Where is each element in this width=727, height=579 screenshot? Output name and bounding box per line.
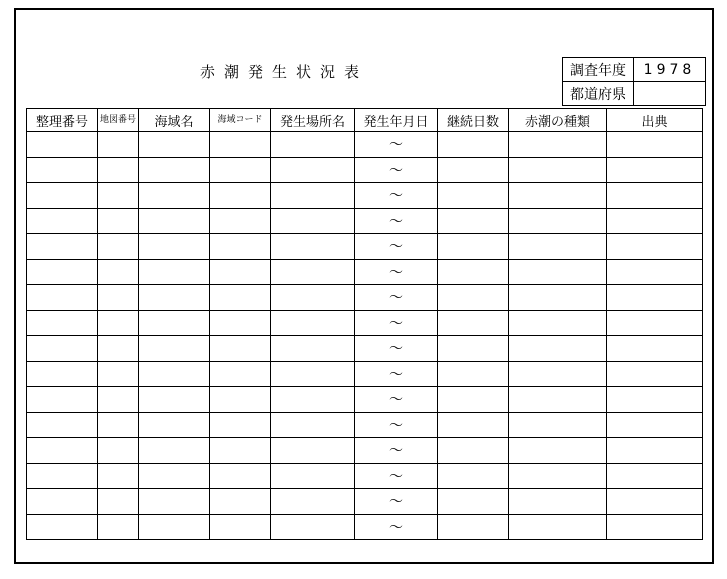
table-cell: 〜 — [355, 336, 438, 362]
table-cell — [438, 259, 509, 285]
table-cell — [98, 310, 139, 336]
table-cell — [438, 285, 509, 311]
table-cell — [271, 208, 355, 234]
table-cell: 〜 — [355, 183, 438, 209]
table-cell — [271, 438, 355, 464]
table-row — [27, 285, 703, 311]
table-cell — [210, 387, 271, 413]
table-cell — [509, 208, 607, 234]
table-cell — [271, 285, 355, 311]
table-row — [27, 463, 703, 489]
table-cell — [139, 489, 210, 515]
table-cell — [509, 336, 607, 362]
table-cell — [139, 387, 210, 413]
table-cell — [27, 310, 98, 336]
table-cell — [509, 463, 607, 489]
table-cell — [27, 361, 98, 387]
table-cell — [27, 463, 98, 489]
table-row — [27, 514, 703, 540]
table-cell — [27, 234, 98, 260]
table-cell — [98, 489, 139, 515]
header-cell: 発生年月日 — [355, 109, 438, 132]
table-row — [27, 387, 703, 413]
table-cell — [438, 183, 509, 209]
table-cell — [98, 412, 139, 438]
table-cell: 〜 — [355, 412, 438, 438]
table-cell — [27, 514, 98, 540]
table-cell — [509, 489, 607, 515]
table-cell — [271, 463, 355, 489]
table-cell: 〜 — [355, 463, 438, 489]
header-cell: 出典 — [607, 109, 703, 132]
table-cell — [607, 259, 703, 285]
table-cell: 〜 — [355, 208, 438, 234]
table-row — [27, 259, 703, 285]
table-cell — [509, 310, 607, 336]
table-cell — [27, 285, 98, 311]
header-row — [27, 109, 703, 132]
table-cell — [139, 336, 210, 362]
table-cell — [98, 259, 139, 285]
table-cell — [210, 361, 271, 387]
table-cell — [607, 132, 703, 158]
prefecture-label: 都道府県 — [563, 82, 634, 106]
header-cell: 整理番号 — [27, 109, 98, 132]
table-cell — [210, 463, 271, 489]
table-cell — [98, 463, 139, 489]
table-row — [27, 412, 703, 438]
table-cell — [607, 514, 703, 540]
table-cell — [139, 157, 210, 183]
table-cell — [607, 489, 703, 515]
table-cell — [210, 132, 271, 158]
table-cell — [98, 157, 139, 183]
table-cell — [210, 285, 271, 311]
table-cell — [271, 234, 355, 260]
table-cell — [438, 132, 509, 158]
table-cell — [438, 336, 509, 362]
table-cell — [139, 463, 210, 489]
prefecture-value — [634, 82, 706, 106]
table-cell — [438, 489, 509, 515]
table-cell — [271, 412, 355, 438]
table-cell: 〜 — [355, 157, 438, 183]
table-cell — [509, 234, 607, 260]
table-cell — [509, 438, 607, 464]
table-row — [27, 310, 703, 336]
table-cell — [509, 183, 607, 209]
table-cell: 〜 — [355, 489, 438, 515]
red-tide-table — [26, 108, 703, 540]
table-cell: 〜 — [355, 514, 438, 540]
table-cell — [139, 132, 210, 158]
table-cell — [509, 412, 607, 438]
table-cell — [27, 208, 98, 234]
table-cell — [509, 132, 607, 158]
table-cell — [210, 412, 271, 438]
table-cell — [607, 361, 703, 387]
table-cell — [210, 234, 271, 260]
table-cell — [98, 132, 139, 158]
table-cell — [27, 387, 98, 413]
table-cell — [509, 259, 607, 285]
survey-year-value: 1978 — [634, 58, 706, 82]
survey-year-label: 調査年度 — [563, 58, 634, 82]
table-cell — [139, 234, 210, 260]
table-cell — [139, 310, 210, 336]
table-row — [27, 489, 703, 515]
table-cell — [438, 157, 509, 183]
header-cell: 継続日数 — [438, 109, 509, 132]
table-cell — [98, 208, 139, 234]
table-cell — [27, 157, 98, 183]
table-cell — [607, 208, 703, 234]
header-cell: 発生場所名 — [271, 109, 355, 132]
table-cell — [139, 208, 210, 234]
table-cell — [271, 514, 355, 540]
table-cell — [607, 412, 703, 438]
header-cell: 海域名 — [139, 109, 210, 132]
table-cell — [509, 157, 607, 183]
header-cell: 赤潮の種類 — [509, 109, 607, 132]
table-body — [27, 132, 703, 540]
table-cell — [210, 514, 271, 540]
table-cell — [271, 259, 355, 285]
table-cell: 〜 — [355, 234, 438, 260]
table-cell — [271, 183, 355, 209]
table-cell — [98, 183, 139, 209]
table-row — [27, 234, 703, 260]
table-cell — [210, 157, 271, 183]
table-cell: 〜 — [355, 387, 438, 413]
table-row — [27, 336, 703, 362]
table-cell — [27, 336, 98, 362]
table-cell — [27, 489, 98, 515]
table-cell — [210, 259, 271, 285]
table-cell — [27, 132, 98, 158]
table-cell — [210, 438, 271, 464]
table-cell: 〜 — [355, 259, 438, 285]
table-cell — [210, 336, 271, 362]
info-box — [562, 57, 706, 106]
table-cell: 〜 — [355, 132, 438, 158]
table-cell — [438, 438, 509, 464]
table-cell — [607, 310, 703, 336]
table-cell — [607, 157, 703, 183]
table-row — [27, 361, 703, 387]
table-cell — [139, 438, 210, 464]
table-cell — [139, 361, 210, 387]
table-cell — [271, 387, 355, 413]
table-cell: 〜 — [355, 361, 438, 387]
table-cell — [607, 387, 703, 413]
table-cell — [438, 361, 509, 387]
form-title: 赤潮発生状況表 — [200, 63, 369, 81]
table-cell — [509, 285, 607, 311]
table-cell — [27, 412, 98, 438]
table-cell — [98, 285, 139, 311]
table-cell — [210, 208, 271, 234]
table-cell — [271, 310, 355, 336]
table-cell — [139, 259, 210, 285]
table-cell — [438, 463, 509, 489]
table-cell — [607, 336, 703, 362]
table-cell — [27, 438, 98, 464]
table-cell — [27, 259, 98, 285]
table-cell — [438, 208, 509, 234]
table-cell — [98, 387, 139, 413]
table-cell — [607, 463, 703, 489]
table-cell: 〜 — [355, 285, 438, 311]
table-cell — [98, 234, 139, 260]
table-cell — [438, 387, 509, 413]
table-cell — [509, 514, 607, 540]
table-cell — [210, 489, 271, 515]
table-cell — [98, 336, 139, 362]
header-cell: 海域コード — [210, 109, 271, 132]
table-cell: 〜 — [355, 438, 438, 464]
table-cell — [607, 438, 703, 464]
table-cell — [271, 336, 355, 362]
table-cell — [271, 132, 355, 158]
table-cell — [607, 285, 703, 311]
table-cell — [438, 412, 509, 438]
table-cell — [438, 514, 509, 540]
table-cell — [139, 183, 210, 209]
table-cell — [210, 183, 271, 209]
table-cell — [271, 157, 355, 183]
table-row — [27, 132, 703, 158]
table-cell — [509, 361, 607, 387]
table-cell — [139, 412, 210, 438]
table-row — [27, 157, 703, 183]
table-cell — [27, 183, 98, 209]
table-cell — [139, 514, 210, 540]
table-cell: 〜 — [355, 310, 438, 336]
table-cell — [98, 438, 139, 464]
table-cell — [98, 361, 139, 387]
table-cell — [607, 234, 703, 260]
table-cell — [607, 183, 703, 209]
table-cell — [438, 234, 509, 260]
table-row — [27, 208, 703, 234]
table-cell — [210, 310, 271, 336]
table-cell — [271, 361, 355, 387]
table-row — [27, 183, 703, 209]
table-cell — [438, 310, 509, 336]
table-cell — [509, 387, 607, 413]
table-cell — [271, 489, 355, 515]
header-cell: 地図番号 — [98, 109, 139, 132]
table-cell — [98, 514, 139, 540]
table-row — [27, 438, 703, 464]
table-cell — [139, 285, 210, 311]
